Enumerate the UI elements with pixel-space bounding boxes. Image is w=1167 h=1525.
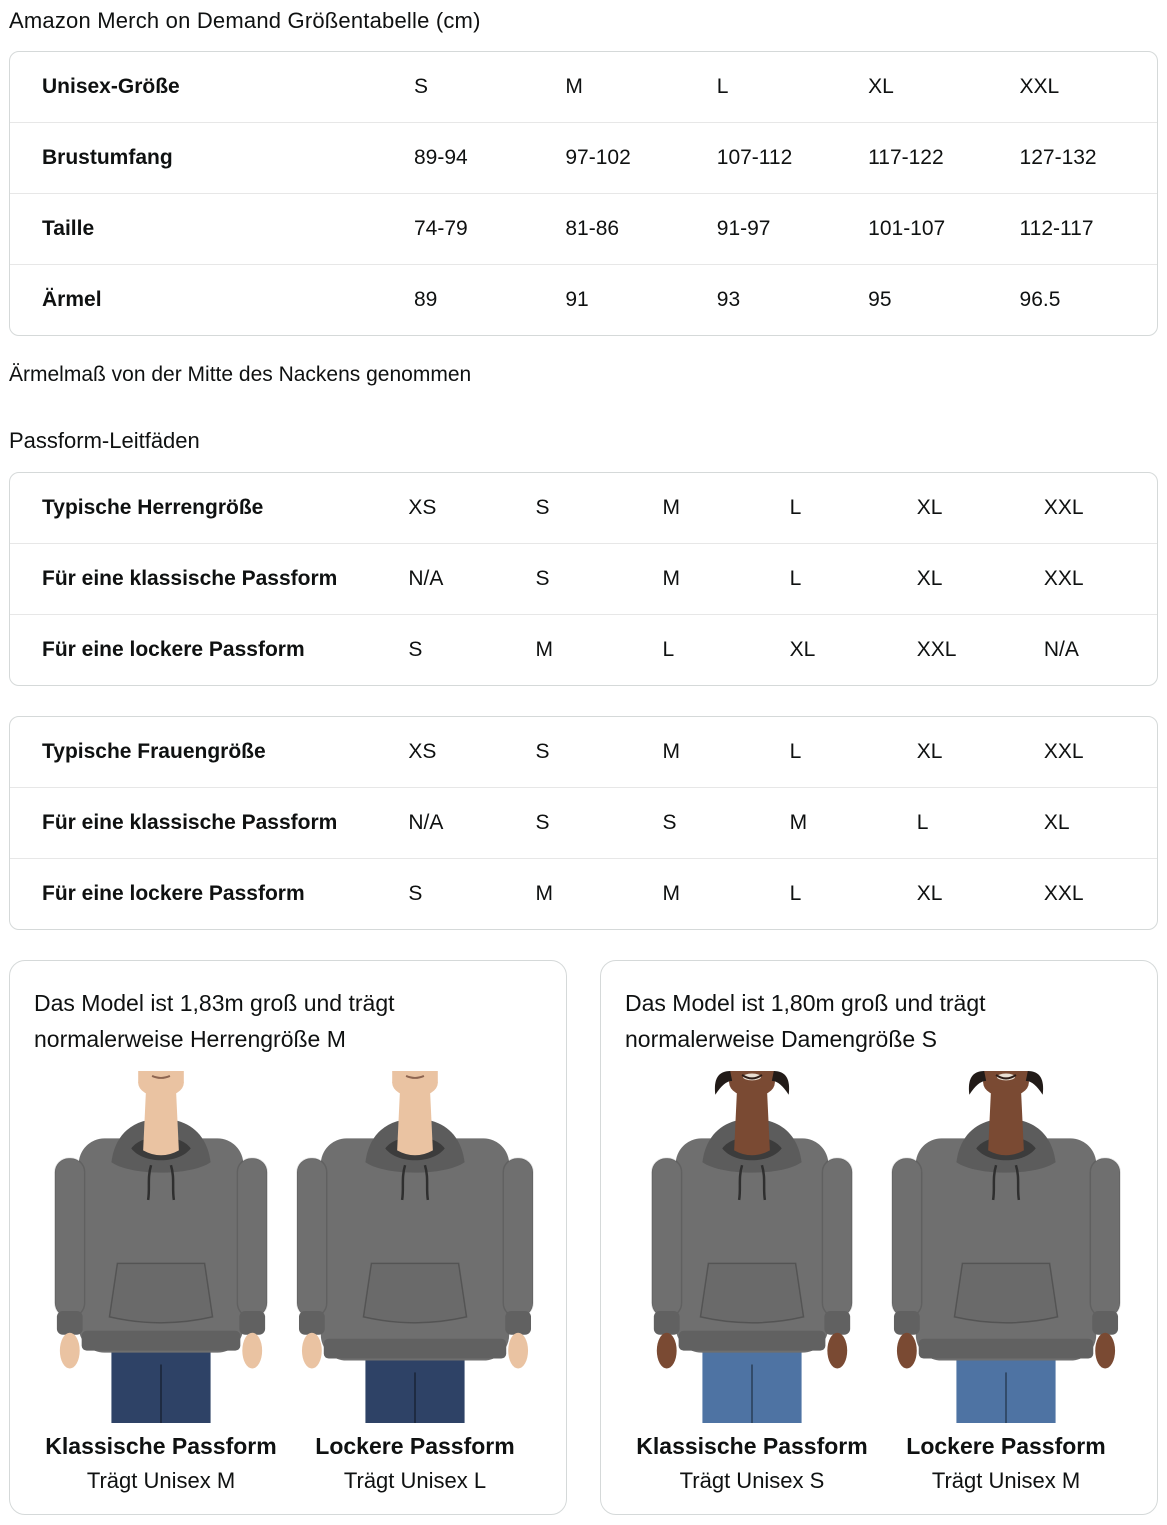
model-photo-loose-female: [881, 1071, 1131, 1423]
cell-value: XXL: [1019, 75, 1060, 98]
cell-value: M: [521, 614, 648, 685]
cell-value: 127-132: [1006, 122, 1157, 193]
model-sub-caption: Trägt Unisex M: [86, 1468, 236, 1494]
cell-value: XL: [868, 75, 894, 98]
mens-model-card: [9, 960, 567, 1515]
model-sub-caption: Trägt Unisex S: [679, 1468, 825, 1494]
womens-model-card: [600, 960, 1158, 1515]
cell-value: 81-86: [551, 193, 702, 264]
model-cards: [9, 960, 1158, 1515]
model-description: Das Model ist 1,80m groß und trägt normalerweise Damengröße S: [625, 990, 986, 1052]
model-column: [879, 1071, 1133, 1494]
table-row: [10, 52, 1157, 122]
cell-value: M: [662, 496, 681, 519]
cell-value: 91-97: [703, 193, 854, 264]
cell-value: 74-79: [400, 193, 551, 264]
cell-value: XS: [408, 496, 437, 519]
row-label: Unisex-Größe: [42, 75, 180, 98]
cell-value: M: [649, 543, 776, 614]
model-sub-caption: Trägt Unisex L: [343, 1468, 487, 1494]
cell-value: XL: [916, 740, 943, 763]
model-photos-row: [34, 1071, 542, 1494]
cell-value: L: [789, 496, 802, 519]
cell-value: L: [776, 543, 903, 614]
cell-value: M: [521, 858, 648, 929]
model-column: [288, 1071, 542, 1494]
cell-value: XXL: [1030, 858, 1157, 929]
cell-value: L: [903, 787, 1030, 858]
cell-value: XL: [903, 858, 1030, 929]
cell-value: L: [716, 75, 729, 98]
table-row: [10, 858, 1157, 929]
unisex-size-table: [9, 51, 1158, 336]
row-label: Taille: [10, 193, 400, 264]
model-photo-classic-female: [627, 1071, 877, 1423]
cell-value: M: [662, 740, 681, 763]
cell-value: L: [776, 858, 903, 929]
row-label: Für eine klassische Passform: [10, 543, 394, 614]
row-label: Für eine klassische Passform: [10, 787, 394, 858]
cell-value: S: [521, 787, 648, 858]
model-caption: Lockere Passform: [906, 1433, 1106, 1460]
cell-value: L: [789, 740, 802, 763]
row-label: Für eine lockere Passform: [10, 858, 394, 929]
cell-value: 89-94: [400, 122, 551, 193]
cell-value: 93: [703, 264, 854, 335]
model-caption: Klassische Passform: [636, 1433, 868, 1460]
cell-value: XL: [1030, 787, 1157, 858]
cell-value: L: [649, 614, 776, 685]
cell-value: XXL: [1043, 496, 1084, 519]
row-label: Ärmel: [10, 264, 400, 335]
table-row: [10, 264, 1157, 335]
mens-fit-table: [9, 472, 1158, 686]
page-title: Amazon Merch on Demand Größentabelle (cm): [9, 8, 481, 33]
row-label: Für eine lockere Passform: [10, 614, 394, 685]
table-row: [10, 787, 1157, 858]
cell-value: N/A: [394, 543, 521, 614]
cell-value: M: [649, 858, 776, 929]
cell-value: S: [394, 614, 521, 685]
cell-value: XXL: [903, 614, 1030, 685]
cell-value: M: [776, 787, 903, 858]
cell-value: 91: [551, 264, 702, 335]
cell-value: XS: [408, 740, 437, 763]
cell-value: XL: [903, 543, 1030, 614]
cell-value: M: [565, 75, 583, 98]
cell-value: 117-122: [854, 122, 1005, 193]
cell-value: S: [649, 787, 776, 858]
table-row: [10, 543, 1157, 614]
cell-value: XL: [776, 614, 903, 685]
row-label: Brustumfang: [10, 122, 400, 193]
model-photo-classic-male: [36, 1071, 286, 1423]
cell-value: S: [521, 543, 648, 614]
table-row: [10, 193, 1157, 264]
womens-fit-table: [9, 716, 1158, 930]
model-caption: Klassische Passform: [45, 1433, 277, 1460]
model-description: Das Model ist 1,83m groß und trägt normalerweise Herrengröße M: [34, 990, 395, 1052]
table-row: [10, 717, 1157, 787]
cell-value: N/A: [1030, 614, 1157, 685]
cell-value: S: [535, 740, 550, 763]
cell-value: 107-112: [703, 122, 854, 193]
cell-value: 96.5: [1006, 264, 1157, 335]
sleeve-measure-note: Ärmelmaß von der Mitte des Nackens genommen: [9, 363, 472, 386]
cell-value: 95: [854, 264, 1005, 335]
model-sub-caption: Trägt Unisex M: [931, 1468, 1081, 1494]
cell-value: N/A: [394, 787, 521, 858]
cell-value: 101-107: [854, 193, 1005, 264]
model-caption: Lockere Passform: [315, 1433, 515, 1460]
table-row: [10, 122, 1157, 193]
table-row: [10, 473, 1157, 543]
cell-value: S: [413, 75, 428, 98]
cell-value: S: [394, 858, 521, 929]
row-label: Typische Herrengröße: [42, 496, 264, 519]
cell-value: 89: [400, 264, 551, 335]
cell-value: S: [535, 496, 550, 519]
cell-value: 97-102: [551, 122, 702, 193]
cell-value: XXL: [1043, 740, 1084, 763]
model-photo-loose-male: [290, 1071, 540, 1423]
cell-value: XL: [916, 496, 943, 519]
model-column: [34, 1071, 288, 1494]
cell-value: XXL: [1030, 543, 1157, 614]
table-row: [10, 614, 1157, 685]
fit-guides-title: Passform-Leitfäden: [9, 428, 200, 453]
row-label: Typische Frauengröße: [42, 740, 266, 763]
model-photos-row: [625, 1071, 1133, 1494]
model-column: [625, 1071, 879, 1494]
cell-value: 112-117: [1006, 193, 1157, 264]
